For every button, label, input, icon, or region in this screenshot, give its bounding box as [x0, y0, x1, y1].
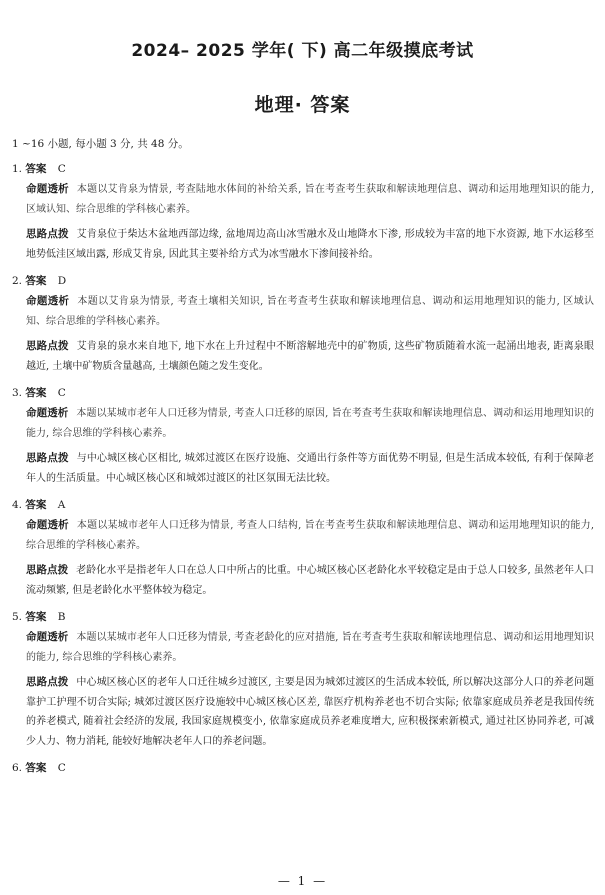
analysis-label: 命题透析 [26, 519, 69, 531]
analysis-text: 本题以艾肯泉为情景, 考查陆地水体间的补给关系, 旨在考查考生获取和解读地理信息、调动和运用地理知识的能力, 区域认知、综合思维的学科核心素养。 [26, 184, 594, 215]
hint-label: 思路点拨 [26, 228, 69, 240]
answer-line [12, 606, 594, 628]
page-number: — 1 — [277, 874, 328, 888]
question-3 [12, 382, 594, 488]
question-number: 3. [12, 387, 23, 399]
analysis-label: 命题透析 [26, 631, 69, 643]
exam-title: 2024– 2025 学年( 下) 高二年级摸底考试 [131, 41, 474, 61]
analysis-label: 命题透析 [26, 183, 69, 195]
answer-label: 答案 [25, 163, 47, 175]
answer-label: 答案 [25, 611, 47, 623]
subject-answer-title: 地理· 答案 [254, 94, 351, 116]
analysis-text: 本题以某城市老年人口迁移为情景, 考查人口结构, 旨在考查考生获取和解读地理信息、调动和运用地理知识的能力, 综合思维的学科核心素养。 [26, 520, 594, 551]
hint-paragraph [12, 337, 594, 376]
question-1 [12, 158, 594, 264]
answer-label: 答案 [25, 762, 47, 774]
analysis-paragraph [12, 404, 594, 443]
answer-line [12, 757, 594, 779]
hint-paragraph [12, 673, 594, 751]
questions-list [12, 158, 594, 779]
question-number: 5. [12, 611, 23, 623]
hint-label: 思路点拨 [26, 340, 69, 352]
hint-paragraph [12, 225, 594, 264]
analysis-text: 本题以某城市老年人口迁移为情景, 考查人口迁移的原因, 旨在考查考生获取和解读地理信息、调动和运用地理知识的能力, 综合思维的学科核心素养。 [26, 408, 595, 439]
hint-text: 艾肯泉位于柴达木盆地西部边缘, 盆地周边高山冰雪融水及山地降水下渗, 形成较为丰富的地下水资源, 地下水运移至地势低洼区域出露, 形成艾肯泉, 因此其主要补给方式为冰雪融水下渗间接补给。 [26, 229, 595, 260]
analysis-paragraph [12, 292, 594, 331]
analysis-text: 本题以某城市老年人口迁移为情景, 考查老龄化的应对措施, 旨在考查考生获取和解读地理信息、调动和运用地理知识的能力, 综合思维的学科核心素养。 [26, 632, 595, 663]
answer-value: B [57, 611, 66, 623]
answer-value: A [57, 499, 66, 511]
question-number: 4. [12, 499, 23, 511]
analysis-label: 命题透析 [26, 295, 70, 307]
analysis-paragraph [12, 516, 594, 555]
hint-text: 艾肯泉的泉水来自地下, 地下水在上升过程中不断溶解地壳中的矿物质, 这些矿物质随着水流一起涌出地表, 距离泉眼越近, 土壤中矿物质含量越高, 土壤颜色随之发生变化。 [26, 341, 595, 372]
hint-text: 中心城区核心区的老年人口迁往城乡过渡区, 主要是因为城郊过渡区的生活成本较低, 所以解决这部分人口的养老问题靠护工护理不切合实际; 城郊过渡区医疗设施较中心城区核心区差, 靠医疗机构养老也不切合实际; 依靠家庭成员养老是我国传统的养老模式, 随着社会经济的发展, 我国家庭规模变小, 依靠家庭成员养老难度增大, 应积极探索新模式, 通过社区协同养老, 可减少人力、物力消耗, 能较好地解决老年人口的养老问题。 [26, 677, 595, 747]
question-2 [12, 270, 594, 376]
answer-label: 答案 [25, 275, 47, 287]
hint-label: 思路点拨 [26, 564, 69, 576]
analysis-text: 本题以艾肯泉为情景, 考查土壤相关知识, 旨在考查考生获取和解读地理信息、调动和运用地理知识的能力, 区域认知、综合思维的学科核心素养。 [26, 296, 594, 327]
answer-line [12, 158, 594, 180]
question-number: 1. [12, 163, 23, 175]
answer-line [12, 270, 594, 292]
analysis-paragraph [12, 628, 594, 667]
answer-line [12, 494, 594, 516]
answer-value: C [57, 387, 66, 399]
question-4 [12, 494, 594, 600]
hint-text: 与中心城区核心区相比, 城郊过渡区在医疗设施、交通出行条件等方面优势不明显, 但是生活成本较低, 有利于保障老年人的生活质量。中心城区核心区和城郊过渡区的社区氛围无法比较。 [26, 453, 595, 484]
hint-paragraph [12, 561, 594, 600]
answer-value: D [57, 275, 67, 287]
hint-label: 思路点拨 [26, 676, 69, 688]
question-6 [12, 757, 594, 779]
hint-text: 老龄化水平是指老年人口在总人口中所占的比重。中心城区核心区老龄化水平较稳定是由于总人口较多, 虽然老年人口流动频繁, 但是老龄化水平整体较为稳定。 [26, 565, 595, 596]
question-5 [12, 606, 594, 751]
scoring-intro: 1 ~16 小题, 每小题 3 分, 共 48 分。 [12, 138, 189, 150]
answer-value: C [57, 163, 66, 175]
analysis-label: 命题透析 [26, 407, 69, 419]
hint-paragraph [12, 449, 594, 488]
hint-label: 思路点拨 [26, 452, 69, 464]
answer-value: C [57, 762, 66, 774]
answer-label: 答案 [25, 499, 47, 511]
answer-line [12, 382, 594, 404]
question-number: 6. [12, 762, 23, 774]
analysis-paragraph [12, 180, 594, 219]
question-number: 2. [12, 275, 23, 287]
answer-label: 答案 [25, 387, 47, 399]
